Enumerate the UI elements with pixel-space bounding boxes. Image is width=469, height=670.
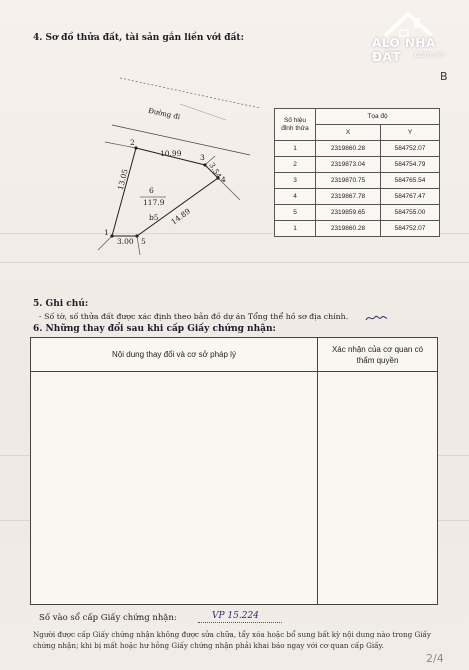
row-y: 584767.47 [381,189,440,205]
row-x: 2319867.78 [316,189,381,205]
parcel-area: 117.9 [143,198,165,207]
row-y: 584765.54 [381,173,440,189]
watermark-domain: .com.vn [412,50,444,59]
page-number: 2/4 [426,652,444,665]
changes-header-confirmation: Xác nhận của cơ quan có thẩm quyền [318,338,438,372]
registry-number: VP 15.224 [212,611,259,621]
edge-1-2-length: 13.05 [115,167,130,192]
row-y: 584752.07 [381,221,440,237]
section-6-title: 6. Những thay đổi sau khi cấp Giấy chứng nhận: [33,324,276,334]
changes-table [30,337,438,605]
section-5-title: 5. Ghi chú: [33,299,89,309]
parcel-code: b5 [149,213,159,222]
registry-label: Số vào sổ cấp Giấy chứng nhận: [39,613,177,623]
row-x: 2319870.75 [316,173,381,189]
edge-3-4-length: 3.54 [207,161,224,180]
vertex-1-label: 1 [104,228,109,237]
table-row [275,189,440,205]
row-y: 584752.07 [381,141,440,157]
table-row [275,157,440,173]
row-point: 3 [275,173,316,189]
footer-note: Người được cấp Giấy chứng nhận không được sửa chữa, tẩy xóa hoặc bổ sung bất kỳ nội dung nào trong Giấy chứng nhận; khi bị mất hoặc hư hỏng Giấy chứng nhận phải khai báo ngay với cơ quan cấp Giấy. [33,630,431,650]
edge-2-3-length: 10.99 [160,149,182,158]
changes-header-content: Nội dung thay đổi và cơ sở pháp lý [31,338,318,372]
section-5-note: - Số tờ, số thửa đất được xác định theo bản đồ dự án Tổng thể hồ sơ địa chính. [39,312,349,321]
watermark-brand: ALO NHÀ ĐẤT [372,36,436,64]
row-point: 1 [275,221,316,237]
vertex-5-label: 5 [141,237,146,246]
edge-5-1-length: 3.00 [117,237,134,246]
vertex-4-label: 4 [221,175,226,184]
corner-mark: B [440,70,448,83]
header-point: Số hiệu đỉnh thửa [275,109,316,141]
section-4-title: 4. Sơ đồ thửa đất, tài sản gắn liền với đất: [33,33,244,43]
initials-signature [364,312,388,324]
row-x: 2319860.28 [316,141,381,157]
road-label: Đường đi [147,106,181,122]
row-y: 584755.00 [381,205,440,221]
parcel-number: 6 [149,186,154,195]
table-row [275,141,440,157]
table-row [275,205,440,221]
row-x: 2319860.28 [316,221,381,237]
row-point: 2 [275,157,316,173]
header-coordinates: Tọa độ [316,109,440,125]
parcel-sketch [0,60,270,260]
header-y: Y [381,125,440,141]
registry-dotted-line [198,622,282,623]
row-point: 4 [275,189,316,205]
table-row [275,221,440,237]
row-point: 5 [275,205,316,221]
table-row [275,173,440,189]
row-y: 584754.79 [381,157,440,173]
vertex-2-label: 2 [130,138,135,147]
changes-confirmation-cell [318,372,438,605]
row-x: 2319873.04 [316,157,381,173]
row-point: 1 [275,141,316,157]
header-x: X [316,125,381,141]
row-x: 2319859.65 [316,205,381,221]
vertex-3-label: 3 [200,153,205,162]
changes-content-cell [31,372,318,605]
edge-4-5-length: 14.89 [169,206,193,227]
coordinates-table [274,108,440,237]
